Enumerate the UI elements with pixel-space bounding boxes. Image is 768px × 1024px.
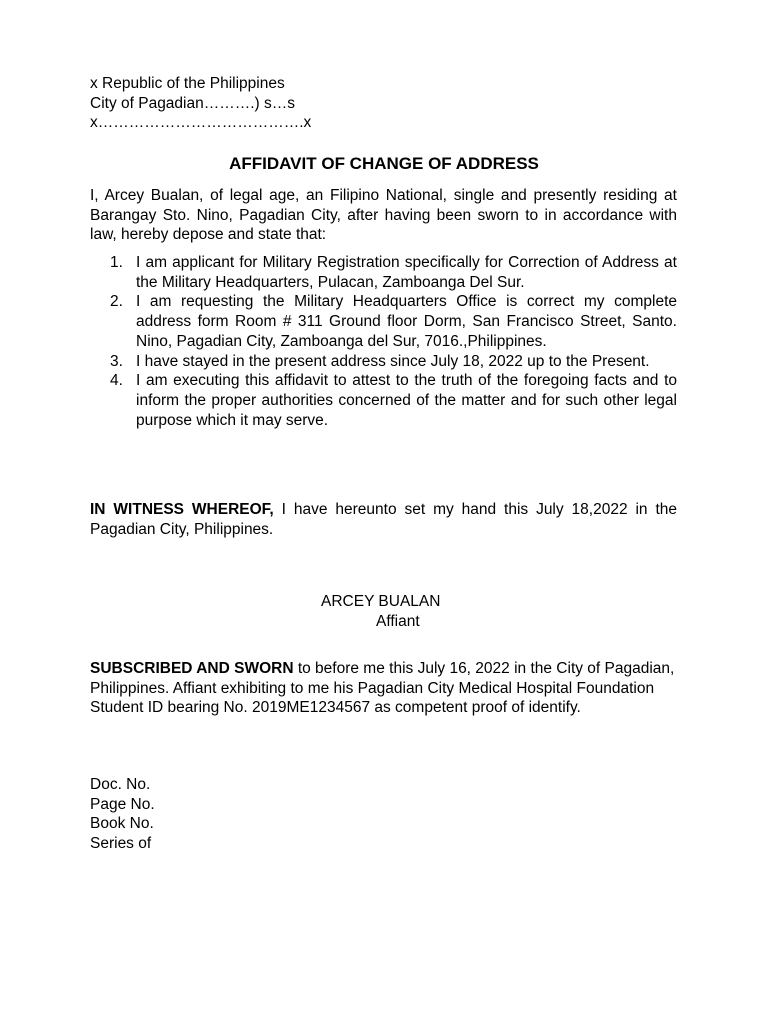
affiant-name: ARCEY BUALAN: [321, 593, 441, 610]
intro-paragraph: I, Arcey Bualan, of legal age, an Filipino National, single and presently residing at Barangay Sto. Nino, Pagadian City, after having been sworn to in accordance with law, hereby depose and state that:: [90, 187, 677, 244]
statement-list: [90, 253, 677, 430]
statement-number: 4.: [110, 372, 123, 390]
witness-text: I have hereunto set my hand this July 18,2022 in the Pagadian City, Philippines.: [90, 501, 677, 538]
jurat-text: to before me this July 16, 2022 in the City of Pagadian, Philippines. Affiant exhibiting to me his Pagadian City Medical Hospital Foundation Student ID bearing No. 2019ME1234567 as competent proof of identify.: [90, 660, 675, 717]
venue-header: [90, 74, 490, 133]
statement-item: [90, 371, 677, 430]
statement-item: [90, 253, 677, 292]
page-no-label: Page No.: [90, 795, 155, 813]
statement-item: [90, 292, 677, 351]
book-no-label: Book No.: [90, 815, 154, 833]
statement-number: 1.: [110, 254, 123, 271]
notarial-register: [90, 775, 390, 854]
venue-line-city: City of Pagadian……….) s…s: [90, 94, 296, 112]
witness-paragraph: [90, 500, 677, 539]
witness-lead: IN WITNESS WHEREOF,: [90, 501, 274, 518]
statement-text: I am applicant for Military Registration specifically for Correction of Address at the Military Headquarters, Pulacan, Zamboanga Del Sur.: [136, 254, 677, 291]
venue-line-republic: x Republic of the Philippines: [90, 75, 285, 92]
series-label: Series of: [90, 835, 152, 853]
statement-number: 3.: [110, 352, 123, 370]
statement-text: I am executing this affidavit to attest to the truth of the foregoing facts and to inform the proper authorities concerned of the matter and for such other legal purpose which it may serve.: [136, 372, 677, 429]
venue-line-separator: x………………………………….x: [90, 114, 312, 132]
statement-item: [90, 352, 677, 372]
document-title: AFFIDAVIT OF CHANGE OF ADDRESS: [229, 154, 539, 173]
affiant-label: Affiant: [376, 613, 420, 630]
statement-text: I am requesting the Military Headquarters Office is correct my complete address form Room # 311 Ground floor Dorm, San Francisco Street, Santo. Nino, Pagadian City, Zamboanga del Sur, 7016.,Philippines.: [136, 293, 677, 350]
doc-no-label: Doc. No.: [90, 776, 151, 793]
jurat-paragraph: [90, 659, 690, 718]
jurat-lead: SUBSCRIBED AND SWORN: [90, 660, 294, 677]
statement-text: I have stayed in the present address since July 18, 2022 up to the Present.: [136, 352, 650, 370]
statement-number: 2.: [110, 293, 123, 311]
